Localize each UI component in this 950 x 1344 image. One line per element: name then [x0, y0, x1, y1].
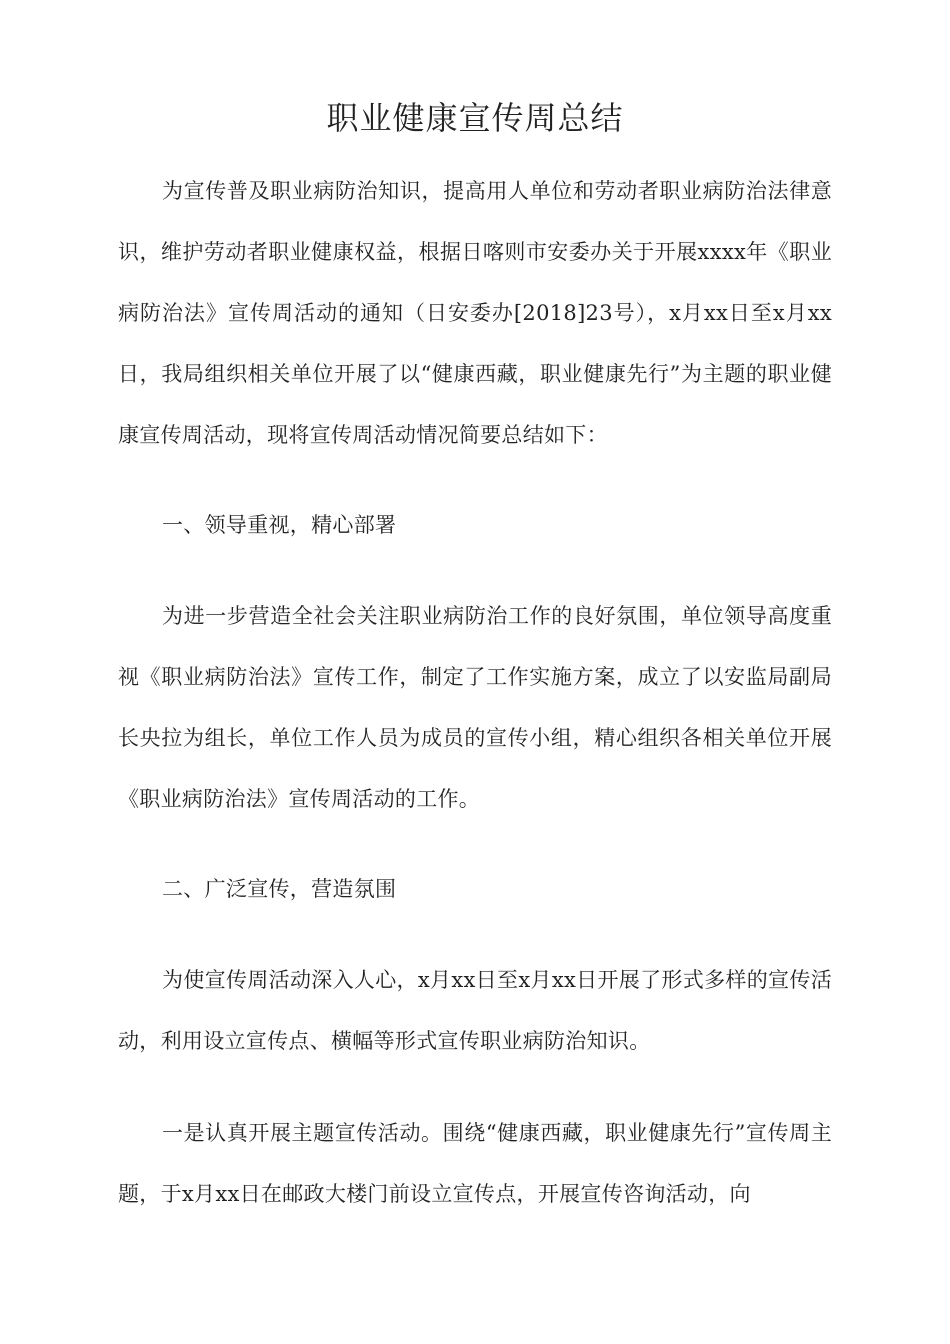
document-title: 职业健康宣传周总结	[326, 99, 624, 137]
section-heading-2: 二、广泛宣传，营造氛围	[162, 877, 397, 901]
section-heading-1: 一、领导重视，精心部署	[162, 513, 397, 537]
paragraph-theme-activity: 一是认真开展主题宣传活动。围绕“健康西藏，职业健康先行”宣传周主题，于x月xx日在邮政大楼门前设立宣传点，开展宣传咨询活动，向	[118, 1121, 832, 1206]
paragraph-publicity: 为使宣传周活动深入人心，x月xx日至x月xx日开展了形式多样的宣传活动，利用设立宣传点、横幅等形式宣传职业病防治知识。	[118, 968, 832, 1053]
paragraph-intro: 为宣传普及职业病防治知识，提高用人单位和劳动者职业病防治法律意识，维护劳动者职业健康权益，根据日喀则市安委办关于开展xxxx年《职业病防治法》宣传周活动的通知（日安委办[2018]23号），x月xx日至x月xx日，我局组织相关单位开展了以“健康西藏，职业健康先行”为主题的职业健康宣传周活动，现将宣传周活动情况简要总结如下：	[118, 179, 832, 447]
paragraph-leadership: 为进一步营造全社会关注职业病防治工作的良好氛围，单位领导高度重视《职业病防治法》宣传工作，制定了工作实施方案，成立了以安监局副局长央拉为组长，单位工作人员为成员的宣传小组，精心组织各相关单位开展《职业病防治法》宣传周活动的工作。	[118, 604, 832, 811]
